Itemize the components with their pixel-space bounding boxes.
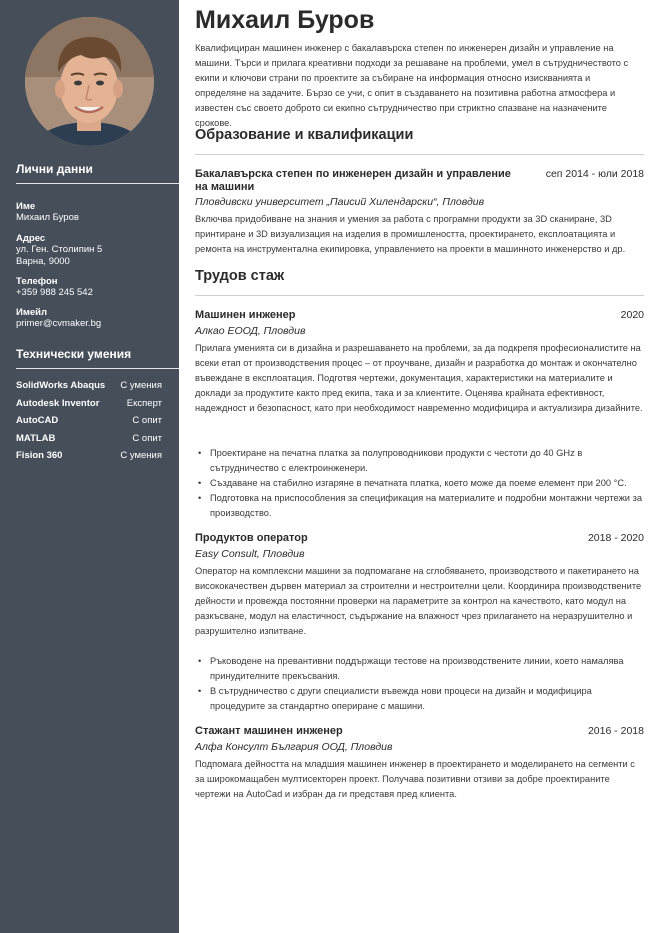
skill-row <box>16 450 162 464</box>
skill-name: AutoCAD <box>16 415 59 426</box>
list-item: • Създаване на стабилно изгаряне в печатната платка, което може да поеме елемент при 200 °C. <box>195 476 644 491</box>
skill-row <box>16 380 162 394</box>
email-value: primer@cvmaker.bg <box>16 318 102 329</box>
job-company: Алкао ЕООД, Пловдив <box>195 325 306 337</box>
education-description: Включва придобиване на знания и умения за работа с програмни продукти за 3D сканиране, 3D принтиране и 3D визуализация на изделия в промишлеността, проектирането, експлоатацията и ремонта на инструментална екипировка, управлението на проекти в машинното инженерство и др. <box>195 214 626 255</box>
education-divider <box>195 154 644 155</box>
job-date: 2018 - 2020 <box>587 532 644 544</box>
skill-level: Експерт <box>126 398 162 409</box>
skill-level: С умения <box>120 380 162 391</box>
portrait-image <box>25 17 154 146</box>
job-description: Оператор на комплексни машини за подпомагане на сглобяването, производството и пакетирането на висококачествен дървен материал за строителни и нестроителни цели. Координира производствените дейности и провежда постоянни проверки на параметрите за контрол на качеството, като модул на разкъсване, модул на еластичност, съдържание на влажност чрез прилагането на неразрушително и разрушително изпитване. <box>195 566 642 637</box>
skills-heading: Технически умения <box>16 347 132 361</box>
list-item: • Проектиране на печатна платка за полупроводникови продукти с честоти до 40 GHz в сътрудничество с електроинженери. <box>195 446 644 476</box>
phone-label: Телефон <box>16 276 58 287</box>
address-label: Адрес <box>16 233 46 244</box>
phone-value: +359 988 245 542 <box>16 287 93 298</box>
job-achievements <box>195 654 644 714</box>
email-label: Имейл <box>16 307 48 318</box>
experience-heading: Трудов стаж <box>195 268 285 284</box>
experience-divider <box>195 295 644 296</box>
personal-data-divider <box>16 183 179 184</box>
skill-name: Autodesk Inventor <box>16 398 100 409</box>
list-item: • Подготовка на приспособления за спецификация на материалите и подробни монтажни чертежи за производство. <box>195 491 644 521</box>
education-degree: Бакалавърска степен по инженерен дизайн и управление на машини <box>195 168 511 193</box>
skill-name: Fision 360 <box>16 450 63 461</box>
sidebar <box>0 0 179 933</box>
education-heading: Образование и квалификации <box>195 127 414 143</box>
profile-summary: Квалифициран машинен инженер с бакалавърска степен по инженерен дизайн и управление на машини. Търси и прилага креативни подходи за решаване на проблеми, умел в сътрудничеството с екипи и ключови страни по проектите за събиране на информация относно изискванията и определяне на задачите. Бързо се учи, с опит в създаването на позитивна работна атмосфера и известен със своето доброто си екипно сътрудничество при стриктно спазване на назначените срокове. <box>195 43 629 129</box>
job-achievements <box>195 446 644 521</box>
personal-data-heading: Лични данни <box>16 162 93 176</box>
skill-row <box>16 433 162 447</box>
skill-level: С умения <box>120 450 162 461</box>
job-description: Подпомага дейността на младшия машинен инженер в проектирането и моделирането на сегменти с за широкомащабен мултисекторен проект. Получава позитивни отзиви за добре проектираните чертежи на AutoCad и избран да ги представя пред клиента. <box>195 759 635 800</box>
person-name: Михаил Буров <box>195 6 375 34</box>
address-value: ул. Ген. Столипин 5 Варна, 9000 <box>16 244 103 267</box>
job-date: 2020 <box>620 309 644 321</box>
skill-level: С опит <box>132 433 162 444</box>
job-date: 2016 - 2018 <box>587 725 644 737</box>
job-description: Прилага уменията си в дизайна и разрешаването на проблеми, за да подкрепя професионалистите на всеки етап от производствения процес – от проучване, дизайн и разработка до монтаж и окончателно въвеждане в експлоатация. Подготвя чертежи, документация, характеристики на материалите и доклади за продуктите както пред екипа, така и за клиентите. Оценява крайната ефективност, надеждност и безопасност, като при необходимост навременно модифицира и актуализира дизайните. <box>195 343 643 414</box>
list-item: • В сътрудничество с други специалисти въвежда нови процеси на дизайн и модифицира процедурите за стандартно опериране с машини. <box>195 684 644 714</box>
skill-row <box>16 398 162 412</box>
job-company: Easy Consult, Пловдив <box>195 548 305 560</box>
name-value: Михаил Буров <box>16 212 79 223</box>
skill-row <box>16 415 162 429</box>
profile-photo <box>25 17 154 146</box>
education-date: сеп 2014 - юли 2018 <box>545 168 644 180</box>
skill-name: MATLAB <box>16 433 56 444</box>
job-title: Стажант машинен инженер <box>195 725 343 737</box>
skill-name: SolidWorks Abaqus <box>16 380 106 391</box>
job-title: Продуктов оператор <box>195 532 308 544</box>
list-item: • Ръководене на превантивни поддържащи тестове на производствените линии, което намалява принудителните прекъсвания. <box>195 654 644 684</box>
job-company: Алфа Консулт България ООД, Пловдив <box>195 741 393 753</box>
education-institution: Пловдивски университет „Паисий Хилендарски“, Пловдив <box>195 196 485 208</box>
name-label: Име <box>16 201 36 212</box>
skills-divider <box>16 368 179 369</box>
job-title: Машинен инженер <box>195 309 296 321</box>
skill-level: С опит <box>132 415 162 426</box>
